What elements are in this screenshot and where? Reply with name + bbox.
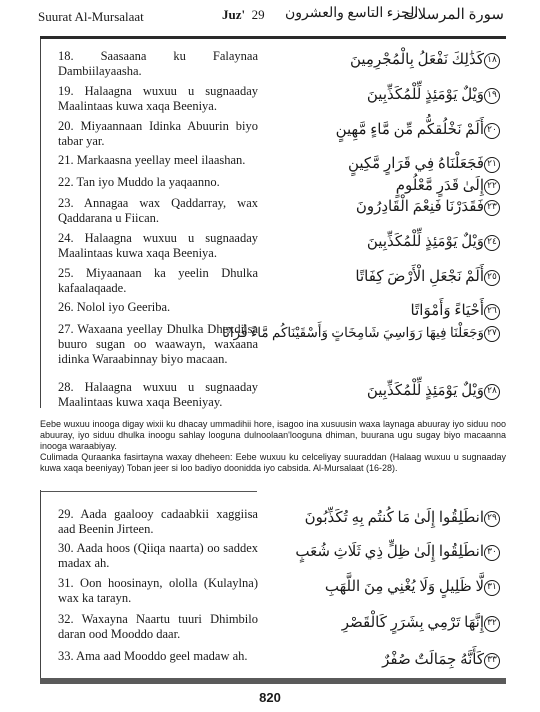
ayah-number-mark: ٢٧	[484, 326, 500, 342]
header-rule	[40, 36, 506, 39]
verse-translation: 26. Nolol iyo Geeriba.	[58, 300, 171, 314]
verse-translation: 29. Aada gaalooy cadaabkii xaggiisa aad Beenin Jirteen.	[58, 507, 258, 536]
verse-translation: 30. Aada hoos (Qiiqa naarta) oo saddex madax ah.	[58, 541, 258, 570]
ayah-number-mark: ٢٣	[484, 200, 500, 216]
verse-arabic	[269, 541, 504, 563]
verse-arabic-text: وَيْلٌ يَوْمَئِذٍ لِّلْمُكَذِّبِينَ	[366, 87, 484, 103]
margin-line-top	[40, 39, 41, 408]
arabic-juz-title: الجزء التاسع والعشرون	[285, 6, 419, 21]
verse-translation: 19. Halaagna wuxuu u sugnaaday Maalintaas kuwa xaqa Beeniya.	[58, 84, 258, 113]
ayah-number-mark: ٣٣	[484, 653, 500, 669]
verse-arabic	[269, 576, 504, 598]
verse-translation: 24. Halaagna wuxuu u sugnaaday Maalintaas kuwa xaqa Beeniya.	[58, 231, 258, 260]
verse-arabic	[269, 507, 504, 529]
verse-arabic	[269, 49, 504, 71]
verse-arabic-text: كَذَٰلِكَ نَفْعَلُ بِالْمُجْرِمِينَ	[349, 52, 484, 68]
ayah-number-mark: ٢٩	[484, 511, 500, 527]
verse-arabic-text: فَقَدَرْنَا فَنِعْمَ الْقَادِرُونَ	[355, 199, 484, 215]
verse-arabic	[269, 266, 504, 288]
arabic-surah-title: سورة المرسلات	[403, 7, 504, 23]
verse-arabic	[269, 153, 504, 175]
verse-arabic	[269, 119, 504, 141]
commentary-paragraph: Eebe wuxuu inooga digay wixii ku dhacay ummadihii hore, isagoo ina xusuusin waxa laynaga abuuray iyo siduu noo abuuray, iyo siduu dhulka inoogu sahlay looguna dulnoolaan'looguna dhiman, buurana ugu sugay biyo macaanna inooga waraabiyay.	[40, 419, 506, 451]
verse-translation: 23. Annagaa wax Qaddarray, wax Qaddarana u Fiican.	[58, 196, 258, 225]
verse-arabic-text: إِنَّهَا تَرْمِي بِشَرَرٍ كَالْقَصْرِ	[341, 615, 484, 631]
footer-rule	[40, 678, 506, 684]
verse-arabic	[222, 322, 504, 344]
ayah-number-mark: ٣١	[484, 580, 500, 596]
verse-arabic	[269, 649, 504, 671]
juz-number: 29	[251, 7, 265, 22]
verse-arabic-text: إِلَىٰ قَدَرٍ مَّعْلُومٍ	[395, 178, 484, 194]
ayah-number-mark: ٣٢	[484, 616, 500, 632]
commentary-note	[40, 419, 506, 474]
ayah-number-mark: ٢٨	[484, 384, 500, 400]
verse-arabic-text: أَحْيَاءً وَأَمْوَاتًا	[410, 303, 484, 319]
verse-arabic	[269, 175, 504, 197]
ayah-number-mark: ٢٦	[484, 304, 500, 320]
section-divider	[40, 491, 257, 492]
ayah-number-mark: ٢١	[484, 157, 500, 173]
verse-arabic-text: انطَلِقُوا إِلَىٰ ظِلٍّ ذِي ثَلَاثِ شُعَبٍ	[295, 544, 484, 560]
verse-translation: 27. Waxaana yeellay Dhulka Dhexdiisa buuro sugan oo waawayn, waxaana idinka Waraabinnay biyo macaan.	[58, 322, 258, 366]
verse-translation: 22. Tan iyo Muddo la yaqaanno.	[58, 175, 220, 189]
juz-indicator	[222, 7, 265, 23]
page-header	[0, 0, 540, 38]
verse-translation: 28. Halaagna wuxuu u sugnaaday Maalintaas kuwa xaqa Beeniyay.	[58, 380, 258, 409]
ayah-number-mark: ٢٠	[484, 123, 500, 139]
verse-arabic-text: وَجَعَلْنَا فِيهَا رَوَاسِيَ شَامِخَاتٍ وَأَسْقَيْنَاكُم مَّاءً فُرَاتًا	[222, 325, 484, 340]
verse-translation: 33. Ama aad Mooddo geel madaw ah.	[58, 649, 248, 663]
ayah-number-mark: ٣٠	[484, 545, 500, 561]
page-number: 820	[259, 690, 281, 705]
verse-arabic-text: لَّا ظَلِيلٍ وَلَا يُغْنِي مِنَ اللَّهَبِ	[324, 579, 484, 595]
verse-arabic	[269, 300, 504, 322]
margin-line-bottom	[40, 490, 41, 678]
ayah-number-mark: ١٩	[484, 88, 500, 104]
ayah-number-mark: ٢٤	[484, 235, 500, 251]
verse-arabic	[269, 84, 504, 106]
verse-arabic-text: أَلَمْ نَخْلُقكُّم مِّن مَّاءٍ مَّهِينٍ	[335, 122, 484, 138]
verse-translation: 31. Oon hoosinayn, ololla (Kulaylna) wax ka tarayn.	[58, 576, 258, 605]
verse-arabic	[269, 231, 504, 253]
verse-translation: 32. Waxayna Naartu tuuri Dhimbilo daran ood Mooddo daar.	[58, 612, 258, 641]
ayah-number-mark: ٢٥	[484, 270, 500, 286]
verse-arabic-text: أَلَمْ نَجْعَلِ الْأَرْضَ كِفَاتًا	[355, 269, 484, 285]
verse-translation: 25. Miyaanaan ka yeelin Dhulka kafaalaqaade.	[58, 266, 258, 295]
ayah-number-mark: ٢٢	[484, 179, 500, 195]
verse-arabic-text: انطَلِقُوا إِلَىٰ مَا كُنتُم بِهِ تُكَذِّبُونَ	[304, 510, 484, 526]
juz-label: Juz'	[222, 7, 246, 22]
verse-arabic	[269, 380, 504, 402]
verse-arabic	[269, 196, 504, 218]
verse-arabic-text: وَيْلٌ يَوْمَئِذٍ لِّلْمُكَذِّبِينَ	[366, 234, 484, 250]
verse-translation: 20. Miyaannaan Idinka Abuurin biyo tabar yar.	[58, 119, 258, 148]
verse-translation: 21. Markaasna yeellay meel ilaashan.	[58, 153, 246, 167]
verse-translation: 18. Saasaana ku Falaynaa Dambiilayaasha.	[58, 49, 258, 78]
verse-arabic-text: وَيْلٌ يَوْمَئِذٍ لِّلْمُكَذِّبِينَ	[366, 383, 484, 399]
surah-title: Suurat Al-Mursalaat	[38, 9, 144, 24]
commentary-paragraph: Culimada Quraanka fasirtayna waxay dheheen: Eebe wuxuu ku celceliyay suuraddan (Halaag wuxuu u sugnaaday kuwa xaqa beeniyay) Toban jeer si loo badiyo doonidda iyo cabsida. Al-Mursalaat (16-28).	[40, 452, 506, 473]
verse-arabic	[269, 612, 504, 634]
ayah-number-mark: ١٨	[484, 53, 500, 69]
verse-arabic-text: فَجَعَلْنَاهُ فِي قَرَارٍ مَّكِينٍ	[347, 156, 484, 172]
verse-arabic-text: كَأَنَّهُ جِمَالَتٌ صُفْرٌ	[382, 652, 484, 668]
